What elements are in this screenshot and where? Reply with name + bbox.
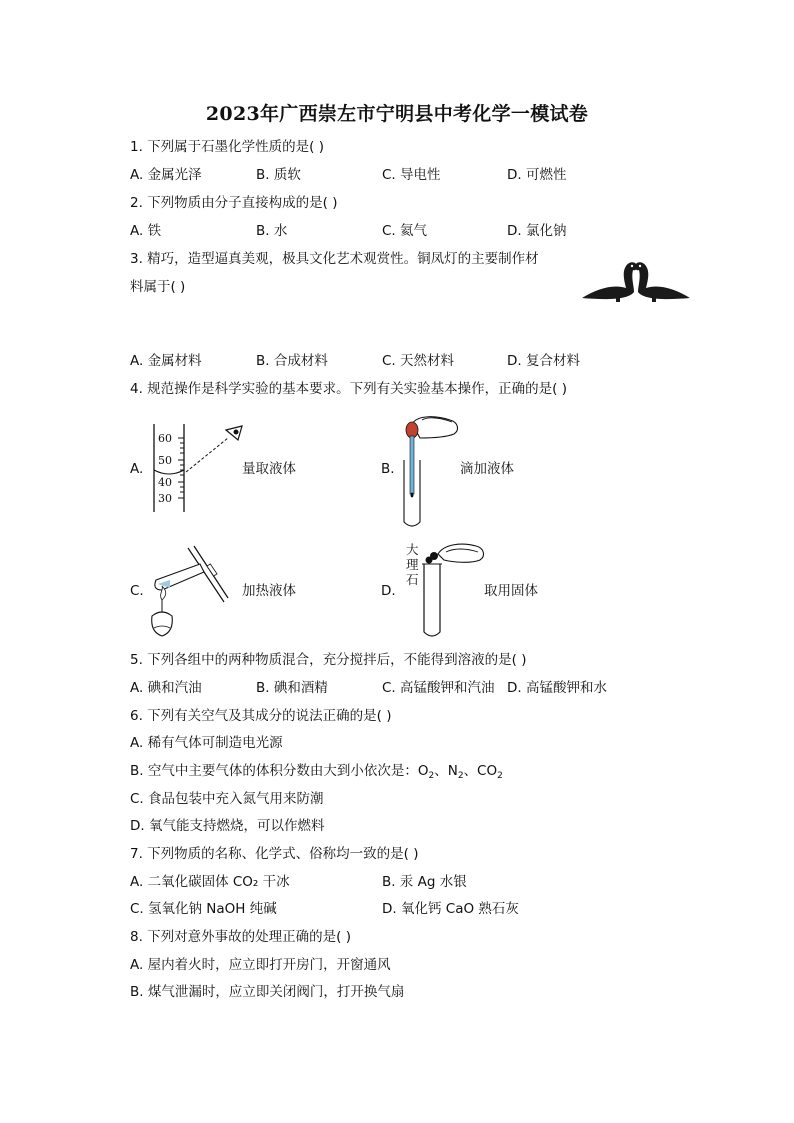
option-c[interactable]: C. 氦气: [382, 223, 428, 239]
option-b-caption: 滴加液体: [460, 461, 514, 477]
option-b[interactable]: B. 空气中主要气体的体积分数由大到小依次是：$O_2$、$N_2$、$CO_2$: [130, 763, 503, 781]
question-3-stem-line1: 3. 精巧，造型逼真美观，极具文化艺术观赏性。铜凤灯的主要制作材: [130, 251, 539, 267]
option-d[interactable]: D. 复合材料: [507, 353, 580, 369]
option-a-letter[interactable]: A.: [130, 461, 144, 477]
option-b[interactable]: B. 煤气泄漏时，应立即关闭阀门，打开换气扇: [130, 984, 405, 1000]
option-d-caption: 取用固体: [484, 583, 538, 599]
option-c[interactable]: C. 天然材料: [382, 353, 455, 369]
formula-o2-n2-co2: $O_2$、$N_2$、$CO_2$: [417, 763, 503, 781]
question-5-options: [130, 679, 770, 697]
option-a[interactable]: A. 稀有气体可制造电光源: [130, 735, 283, 751]
option-b[interactable]: B. 合成材料: [256, 353, 328, 369]
option-a[interactable]: A. 碘和汽油: [130, 680, 202, 696]
option-a-caption: 量取液体: [242, 461, 296, 477]
question-6-stem: 6. 下列有关空气及其成分的说法正确的是( ): [130, 708, 392, 724]
tick-60: 60: [158, 432, 172, 445]
option-d[interactable]: D. 氯化钠: [507, 223, 567, 239]
option-c[interactable]: C. 食品包装中充入氮气用来防潮: [130, 791, 324, 807]
page-title: 2023年广西崇左市宁明县中考化学一模试卷: [205, 103, 589, 125]
question-8-stem: 8. 下列对意外事故的处理正确的是( ): [130, 929, 351, 945]
graduated-cylinder-icon: [150, 420, 250, 514]
question-1-options: [130, 166, 770, 184]
option-b[interactable]: B. 水: [256, 223, 288, 239]
question-7-options-row1: [130, 873, 770, 891]
option-a[interactable]: A. 屋内着火时，应立即打开房门，开窗通风: [130, 957, 391, 973]
option-a[interactable]: A. 铁: [130, 223, 162, 239]
tick-50: 50: [158, 454, 172, 467]
option-a[interactable]: A. 金属光泽: [130, 167, 202, 183]
option-c-letter[interactable]: C.: [130, 583, 144, 599]
question-3-options: [130, 352, 770, 370]
tick-40: 40: [158, 476, 172, 489]
option-b[interactable]: B. 碘和酒精: [256, 680, 328, 696]
marble-label: 大 理 石: [406, 542, 419, 587]
heating-tube-icon: [148, 544, 234, 640]
marble-into-tube-icon: [420, 540, 490, 640]
option-d-letter[interactable]: D.: [381, 583, 396, 599]
dropper-into-tube-icon: [398, 410, 464, 530]
option-c[interactable]: C. 导电性: [382, 167, 441, 183]
question-3-stem-line2: 料属于( ): [130, 279, 186, 295]
tick-30: 30: [158, 492, 172, 505]
option-c[interactable]: C. 氢氧化钠 NaOH 纯碱: [130, 901, 277, 917]
option-a[interactable]: A. 二氧化碳固体 CO₂ 干冰: [130, 874, 290, 890]
question-5-stem: 5. 下列各组中的两种物质混合，充分搅拌后，不能得到溶液的是( ): [130, 652, 527, 668]
option-d[interactable]: D. 可燃性: [507, 167, 567, 183]
option-c[interactable]: C. 高锰酸钾和汽油: [382, 680, 495, 696]
question-1-stem: 1. 下列属于石墨化学性质的是( ): [130, 139, 324, 155]
option-a[interactable]: A. 金属材料: [130, 353, 202, 369]
phoenix-lamp-icon: [580, 258, 692, 304]
question-2-options: [130, 222, 770, 240]
option-b[interactable]: B. 汞 Ag 水银: [382, 874, 467, 890]
option-d[interactable]: D. 高锰酸钾和水: [507, 680, 607, 696]
question-2-stem: 2. 下列物质由分子直接构成的是( ): [130, 195, 338, 211]
option-d[interactable]: D. 氧气能支持燃烧，可以作燃料: [130, 818, 325, 834]
option-b[interactable]: B. 质软: [256, 167, 301, 183]
option-d[interactable]: D. 氧化钙 CaO 熟石灰: [382, 901, 519, 917]
option-c-caption: 加热液体: [242, 583, 296, 599]
question-7-stem: 7. 下列物质的名称、化学式、俗称均一致的是( ): [130, 846, 419, 862]
question-4-stem: 4. 规范操作是科学实验的基本要求。下列有关实验基本操作，正确的是( ): [130, 381, 567, 397]
question-7-options-row2: [130, 900, 770, 918]
option-b-letter[interactable]: B.: [381, 461, 395, 477]
